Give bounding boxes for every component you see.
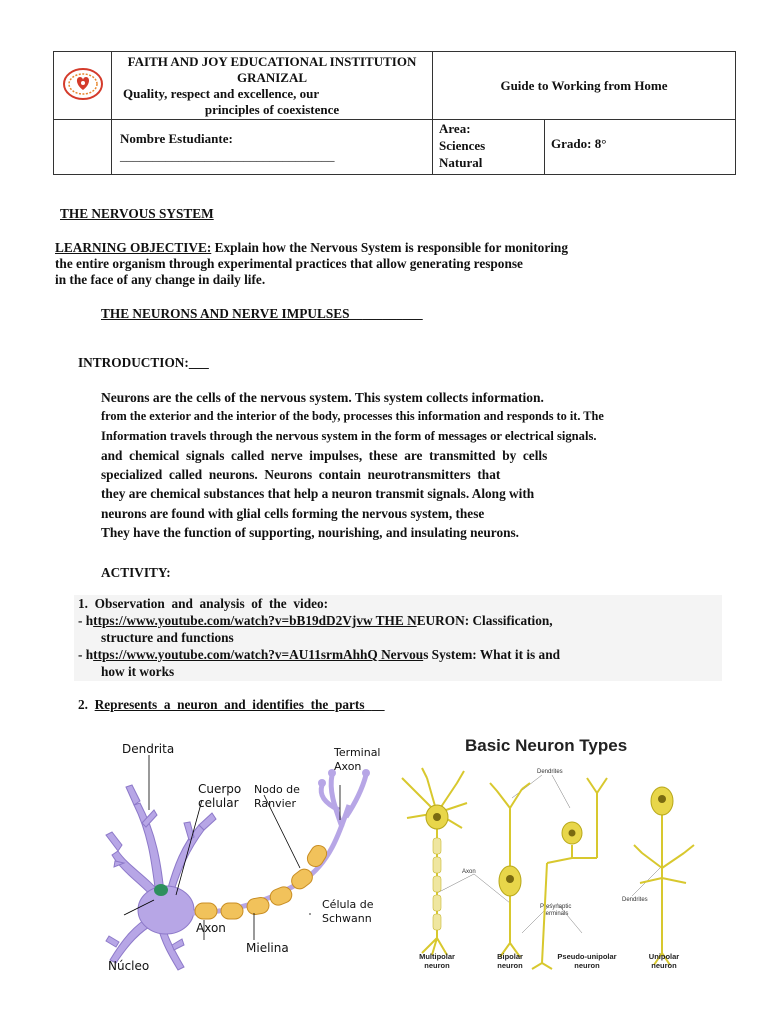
objective-line3: in the face of any change in daily life. (55, 272, 266, 287)
page-title: THE NERVOUS SYSTEM (60, 206, 214, 221)
header-table (53, 51, 736, 175)
intro-line: They have the function of supporting, nourishing, and insulating neurons. (101, 525, 519, 540)
video-link-2[interactable] (78, 647, 560, 663)
label-nucleo: Núcleo (108, 959, 150, 973)
item2 (78, 697, 385, 713)
motto-line1: Quality, respect and excellence, our (123, 86, 320, 101)
objective-line1 (55, 240, 568, 256)
intro-heading-text: INTRODUCTION: (78, 355, 189, 370)
link2-url[interactable]: ttps://www.youtube.com/watch?v=AU11srmAhhQ Nervou (93, 647, 424, 662)
label-terminal: Terminal (334, 746, 381, 759)
item1-label: 1. Observation and analysis of the video: (78, 596, 329, 611)
label-nodo: Nodo de (254, 783, 300, 796)
intro-line: and chemical signals called nerve impulses, these are transmitted by cells (101, 448, 548, 463)
logo-cell (54, 52, 112, 120)
blank-cell (54, 120, 112, 175)
section-subtitle (101, 306, 423, 322)
label-bipolar-1: Bipolar (497, 952, 523, 961)
area-cell (433, 120, 545, 175)
objective-text1: Explain how the Nervous System is responsible for monitoring (211, 240, 568, 255)
student-label: Nombre Estudiante: (120, 131, 233, 146)
label-ranvier: Ranvier (254, 797, 296, 810)
video-link-1[interactable] (78, 613, 553, 629)
intro-trail: ___ (188, 355, 209, 370)
intro-line: specialized called neurons. Neurons contain neurotransmitters that (101, 467, 501, 482)
intro-heading (78, 355, 209, 371)
student-cell (112, 120, 433, 175)
label-dendrites-top: Dendrites (537, 769, 563, 775)
label-celula: Célula de (322, 898, 374, 911)
link1-rest: EURON: Classification, (416, 613, 553, 628)
objective-label: LEARNING OBJECTIVE: (55, 240, 212, 255)
link1-url[interactable]: ttps://www.youtube.com/watch?v=bB19dD2Vjvw THE N (93, 613, 417, 628)
activity-heading: ACTIVITY: (101, 565, 171, 580)
link2-prefix: - h (78, 647, 94, 662)
label-multipolar-2: neuron (424, 961, 450, 970)
neuron-types-title: Basic Neuron Types (465, 736, 628, 755)
label-axon: Axon (196, 921, 226, 935)
intro-line: from the exterior and the interior of the body, processes this information and responds to it. The (101, 409, 604, 423)
link1-line2: structure and functions (101, 630, 234, 645)
area-line2: Sciences (439, 138, 486, 153)
label-dendrites-right: Dendrites (622, 897, 648, 903)
label-mielina: Mielina (246, 941, 289, 955)
label-celular: celular (198, 796, 239, 810)
neuron-types-diagram (392, 733, 712, 973)
subtitle-trail: ___________ (349, 306, 423, 321)
label-axon-types: Axon (462, 869, 476, 875)
intro-line: they are chemical substances that help a neuron transmit signals. Along with (101, 486, 535, 501)
area-line1: Area: (439, 121, 471, 136)
label-dendrita: Dendrita (122, 742, 175, 756)
grade-cell: Grado: 8° (545, 120, 736, 175)
objective-line2: the entire organism through experimental practices that allow generating response (55, 256, 523, 271)
label-unipolar-1: Unipolar (648, 952, 680, 961)
label-presynaptic-1: Presynaptic (540, 904, 572, 910)
label-multipolar-1: Multipolar (419, 952, 455, 961)
neuron-diagram (104, 735, 389, 975)
institution-place: GRANIZAL (236, 70, 308, 85)
label-axon-terminal: Axon (334, 760, 362, 773)
label-cuerpo: Cuerpo (198, 782, 242, 796)
student-blank: _________________________________ (120, 148, 335, 163)
label-bipolar-2: neuron (497, 961, 523, 970)
subtitle-text: THE NEURONS AND NERVE IMPULSES (101, 306, 350, 321)
link1-prefix: - h (78, 613, 94, 628)
guide-title: Guide to Working from Home (433, 52, 736, 120)
label-schwann: Schwann (322, 912, 372, 925)
label-presynaptic-2: terminals (544, 911, 569, 917)
institution-logo (61, 66, 105, 102)
intro-line: Neurons are the cells of the nervous system. This system collects information. (101, 390, 544, 405)
area-line3: Natural (439, 155, 483, 170)
link2-line2: how it works (101, 664, 175, 679)
institution-name: FAITH AND JOY EDUCATIONAL INSTITUTION (127, 54, 417, 69)
item2-num: 2. (78, 697, 88, 712)
label-unipolar-2: neuron (651, 961, 677, 970)
intro-line: Information travels through the nervous system in the form of messages or electrical signals. (101, 429, 597, 443)
intro-line: neurons are found with glial cells forming the nervous system, these (101, 506, 485, 521)
link2-rest: s System: What it is and (423, 647, 560, 662)
label-pseudo-2: neuron (574, 961, 600, 970)
motto-line2: principles of coexistence (204, 102, 340, 117)
institution-cell (112, 52, 433, 120)
item2-trail: ___ (364, 697, 385, 712)
label-pseudo-1: Pseudo-unipolar (557, 952, 617, 961)
item2-text: Represents a neuron and identifies the parts (94, 697, 365, 712)
